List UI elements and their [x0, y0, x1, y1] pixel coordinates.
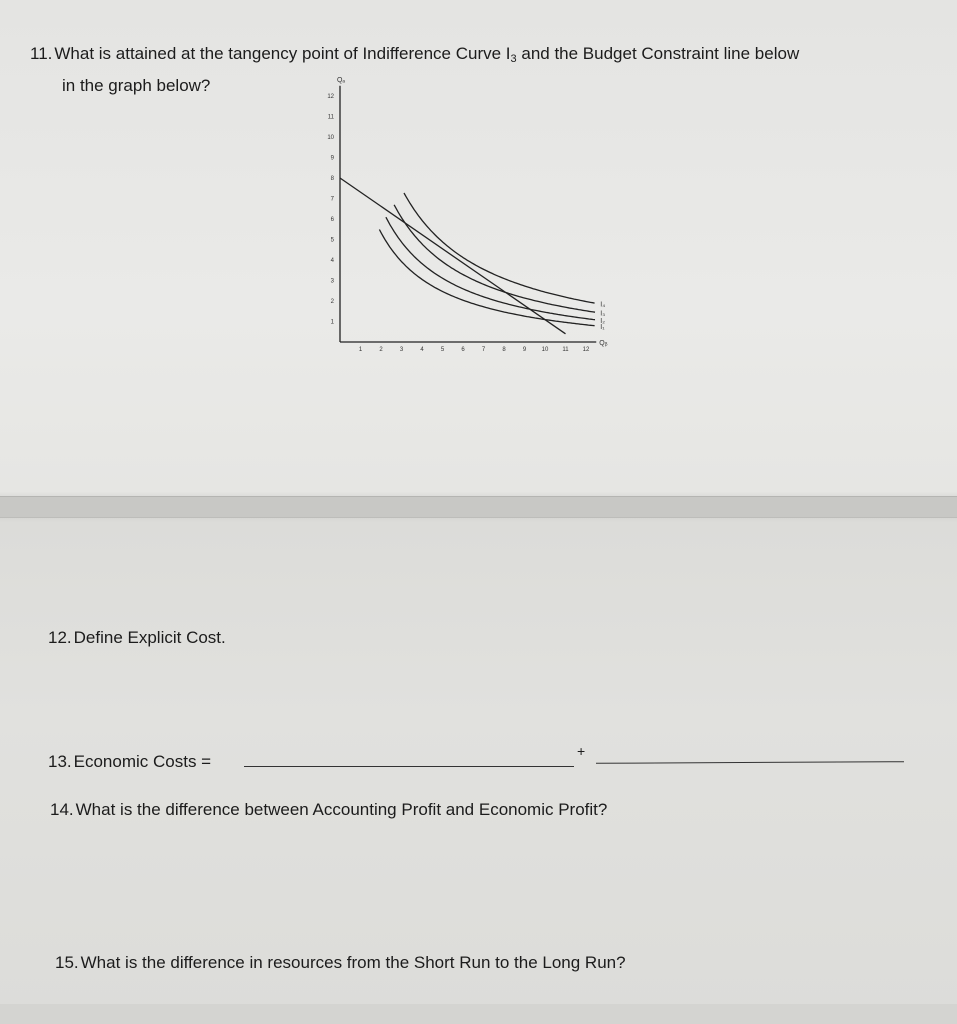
- x-tick-label: 12: [582, 347, 590, 353]
- answer-blank-2[interactable]: [596, 761, 904, 764]
- x-tick-label: 8: [502, 347, 506, 353]
- question-text: What is the difference between Accounting Profit and Economic Profit?: [75, 800, 608, 819]
- x-tick-label: 6: [461, 347, 465, 353]
- question-text-part-1: What is attained at the tangency point of Indifference Curve I: [54, 44, 511, 63]
- x-tick-label: 9: [522, 347, 527, 353]
- y-tick-label: 1: [330, 319, 334, 326]
- question-number: 11.: [30, 44, 53, 63]
- question-text: Economic Costs =: [73, 752, 212, 771]
- question-number: 12.: [48, 628, 72, 647]
- y-tick-label: 3: [330, 278, 334, 285]
- indifference-curve-chart: [310, 76, 630, 362]
- question-subscript: 3: [510, 53, 517, 65]
- y-tick-label: 12: [327, 94, 334, 100]
- question-number: 15.: [55, 953, 79, 972]
- plus-sign: +: [577, 743, 586, 759]
- question-12: [48, 626, 226, 650]
- question-11: [30, 42, 799, 71]
- question-11-line-2: in the graph below?: [62, 76, 211, 95]
- curve-label-i3: I₃: [600, 310, 606, 318]
- question-number: 14.: [50, 800, 74, 819]
- question-14: [50, 798, 607, 822]
- y-tick-label: 11: [327, 114, 334, 121]
- section-divider: [0, 496, 957, 518]
- question-number: 13.: [48, 752, 72, 771]
- x-tick-label: 7: [481, 347, 486, 353]
- x-axis-label: Qᵦ: [599, 340, 608, 347]
- x-tick-label: 2: [379, 347, 383, 353]
- curve-label-i1: I₁: [600, 323, 605, 331]
- y-tick-label: 2: [330, 299, 334, 305]
- y-tick-label: 8: [330, 176, 334, 182]
- y-tick-label: 6: [330, 217, 334, 223]
- x-tick-label: 1: [358, 347, 363, 353]
- x-tick-label: 11: [562, 347, 569, 353]
- indifference-curve-i2: [386, 217, 595, 320]
- question-13: [48, 750, 211, 774]
- question-text: Define Explicit Cost.: [73, 628, 226, 647]
- indifference-curve-i3: [394, 205, 595, 312]
- y-tick-label: 10: [327, 135, 334, 141]
- curve-label-i4: I₄: [600, 301, 606, 309]
- y-tick-label: 5: [330, 237, 334, 244]
- x-tick-label: 4: [420, 347, 424, 353]
- indifference-curve-i1: [379, 230, 594, 326]
- y-tick-label: 4: [330, 258, 334, 264]
- question-15: [55, 951, 626, 975]
- x-tick-label: 3: [399, 347, 404, 353]
- question-text-part-2: and the Budget Constraint line below: [516, 44, 800, 63]
- x-tick-label: 10: [541, 347, 549, 353]
- budget-constraint-line: [340, 178, 566, 334]
- x-tick-label: 5: [440, 347, 445, 353]
- y-tick-label: 7: [330, 196, 334, 203]
- y-tick-label: 9: [330, 155, 334, 162]
- page-bottom-edge: [0, 1004, 957, 1024]
- answer-blank-1[interactable]: [244, 766, 574, 767]
- curve-label-i2: I₂: [600, 317, 605, 325]
- y-axis-label: Qₐ: [336, 76, 346, 84]
- question-text: What is the difference in resources from the Short Run to the Long Run?: [80, 953, 626, 972]
